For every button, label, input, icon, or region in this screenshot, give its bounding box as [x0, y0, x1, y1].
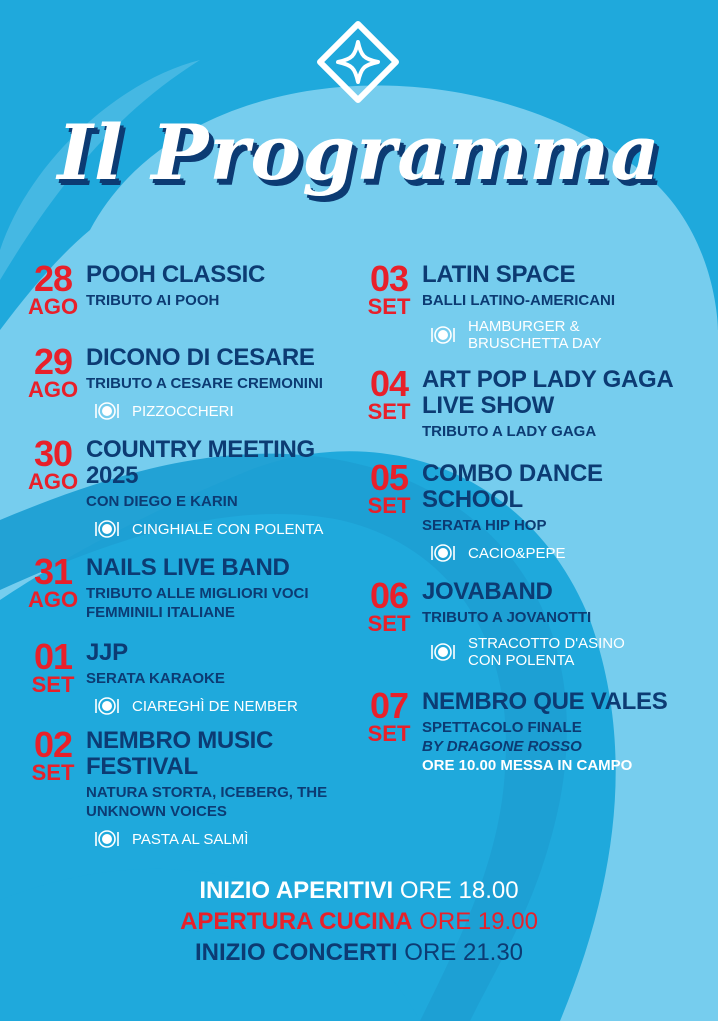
food-item	[86, 519, 346, 539]
event-date	[22, 636, 84, 697]
food-item	[86, 401, 366, 421]
event-info	[86, 728, 346, 849]
event-desc: SERATA KARAOKE	[86, 670, 225, 687]
footer-aperitivi	[0, 876, 718, 906]
event-day: 01	[33, 636, 73, 677]
event-date	[358, 457, 420, 518]
event-month: AGO	[27, 294, 79, 319]
event-date	[358, 575, 420, 636]
event-desc-mass: ORE 10.00 MESSA IN CAMPO	[422, 757, 633, 774]
footer-cucina-time: ORE 19.00	[419, 908, 538, 935]
event-desc: BALLI LATINO-AMERICANI	[422, 292, 616, 309]
event-day: 28	[33, 258, 73, 299]
food-item	[422, 543, 642, 563]
plate-icon	[430, 642, 456, 662]
footer-concerti-label: INIZIO CONCERTI	[194, 939, 398, 966]
event-date	[22, 341, 84, 402]
event-name: ART POP LADY GAGA LIVE SHOW	[422, 366, 673, 419]
plate-icon	[430, 325, 456, 345]
event-date	[22, 551, 84, 612]
event-info	[86, 555, 336, 622]
event-month: SET	[367, 399, 411, 424]
event-name: COMBO DANCE SCHOOL	[422, 460, 603, 513]
footer-concerti-time: ORE 21.30	[404, 939, 524, 966]
footer-aperitivi-label: INIZIO APERITIVI	[199, 877, 394, 904]
event-day: 30	[33, 433, 73, 474]
footer-cucina-label: APERTURA CUCINA	[180, 908, 413, 935]
event-name: JOVABAND	[422, 578, 553, 605]
food-label: CACIO&PEPE	[468, 544, 566, 562]
event-day: 29	[33, 341, 73, 382]
food-label: STRACOTTO D'ASINO CON POLENTA	[468, 635, 625, 669]
event-desc: NATURA STORTA, ICEBERG, THE UNKNOWN VOICES	[86, 784, 328, 820]
event-name: POOH CLASSIC	[86, 261, 266, 288]
event-day: 06	[369, 575, 409, 616]
event-info	[86, 345, 366, 421]
event-name: NAILS LIVE BAND	[86, 554, 290, 581]
event-day: 05	[369, 457, 409, 498]
footer-aperitivi-time: ORE 18.00	[399, 877, 519, 904]
event-desc: CON DIEGO E KARIN	[86, 493, 238, 510]
event-desc: TRIBUTO ALLE MIGLIORI VOCI FEMMINILI ITALIANE	[86, 585, 309, 621]
food-item	[86, 696, 366, 716]
plate-icon	[430, 543, 456, 563]
plate-icon	[94, 519, 120, 539]
event-month: AGO	[27, 587, 79, 612]
event-day: 02	[33, 724, 73, 765]
footer-concerti	[0, 938, 718, 968]
event-name: COUNTRY MEETING 2025	[86, 436, 315, 489]
event-info	[422, 367, 712, 441]
event-month: SET	[31, 672, 75, 697]
event-month: SET	[367, 611, 411, 636]
event-month: SET	[367, 493, 411, 518]
footer-cucina	[0, 907, 718, 937]
plate-icon	[94, 829, 120, 849]
food-label: CIAREGHÌ DE NEMBER	[132, 697, 298, 715]
event-info	[422, 262, 712, 352]
page-title: Il Programma	[57, 108, 661, 197]
event-info	[422, 689, 712, 775]
event-desc-credit: BY DRAGONE ROSSO	[422, 738, 582, 755]
event-date	[22, 258, 84, 319]
event-desc: TRIBUTO A CESARE CREMONINI	[86, 375, 323, 392]
food-label: CINGHIALE CON POLENTA	[132, 520, 324, 538]
plate-icon	[94, 696, 120, 716]
event-month: SET	[31, 760, 75, 785]
food-item	[422, 318, 652, 352]
event-month: SET	[367, 294, 411, 319]
event-info	[422, 461, 642, 563]
event-desc: SERATA HIP HOP	[422, 517, 547, 534]
plate-icon	[94, 401, 120, 421]
event-desc: SPETTACOLO FINALE	[422, 719, 582, 736]
event-info	[86, 262, 366, 310]
event-date	[358, 363, 420, 424]
event-name: NEMBRO MUSIC FESTIVAL	[86, 727, 274, 780]
event-date	[358, 258, 420, 319]
event-name: LATIN SPACE	[422, 261, 576, 288]
event-day: 31	[33, 551, 73, 592]
event-day: 07	[369, 685, 409, 726]
event-date	[22, 724, 84, 785]
event-date	[22, 433, 84, 494]
event-day: 03	[369, 258, 409, 299]
event-month: SET	[367, 721, 411, 746]
food-item	[422, 635, 652, 669]
event-month: AGO	[27, 469, 79, 494]
event-desc: TRIBUTO AI POOH	[86, 292, 220, 309]
event-name: NEMBRO QUE VALES	[422, 688, 668, 715]
food-item	[86, 829, 346, 849]
food-label: HAMBURGER & BRUSCHETTA DAY	[468, 318, 602, 352]
event-info	[86, 640, 366, 716]
food-label: PASTA AL SALMÌ	[132, 830, 249, 848]
food-label: PIZZOCCHERI	[132, 402, 234, 420]
event-name: JJP	[86, 639, 128, 666]
event-desc: TRIBUTO A JOVANOTTI	[422, 609, 592, 626]
event-month: AGO	[27, 377, 79, 402]
event-name: DICONO DI CESARE	[86, 344, 315, 371]
event-day: 04	[369, 363, 409, 404]
sparkle-diamond-icon	[316, 20, 400, 104]
event-info	[86, 437, 346, 539]
event-info	[422, 579, 712, 669]
event-date	[358, 685, 420, 746]
event-desc: TRIBUTO A LADY GAGA	[422, 423, 597, 440]
